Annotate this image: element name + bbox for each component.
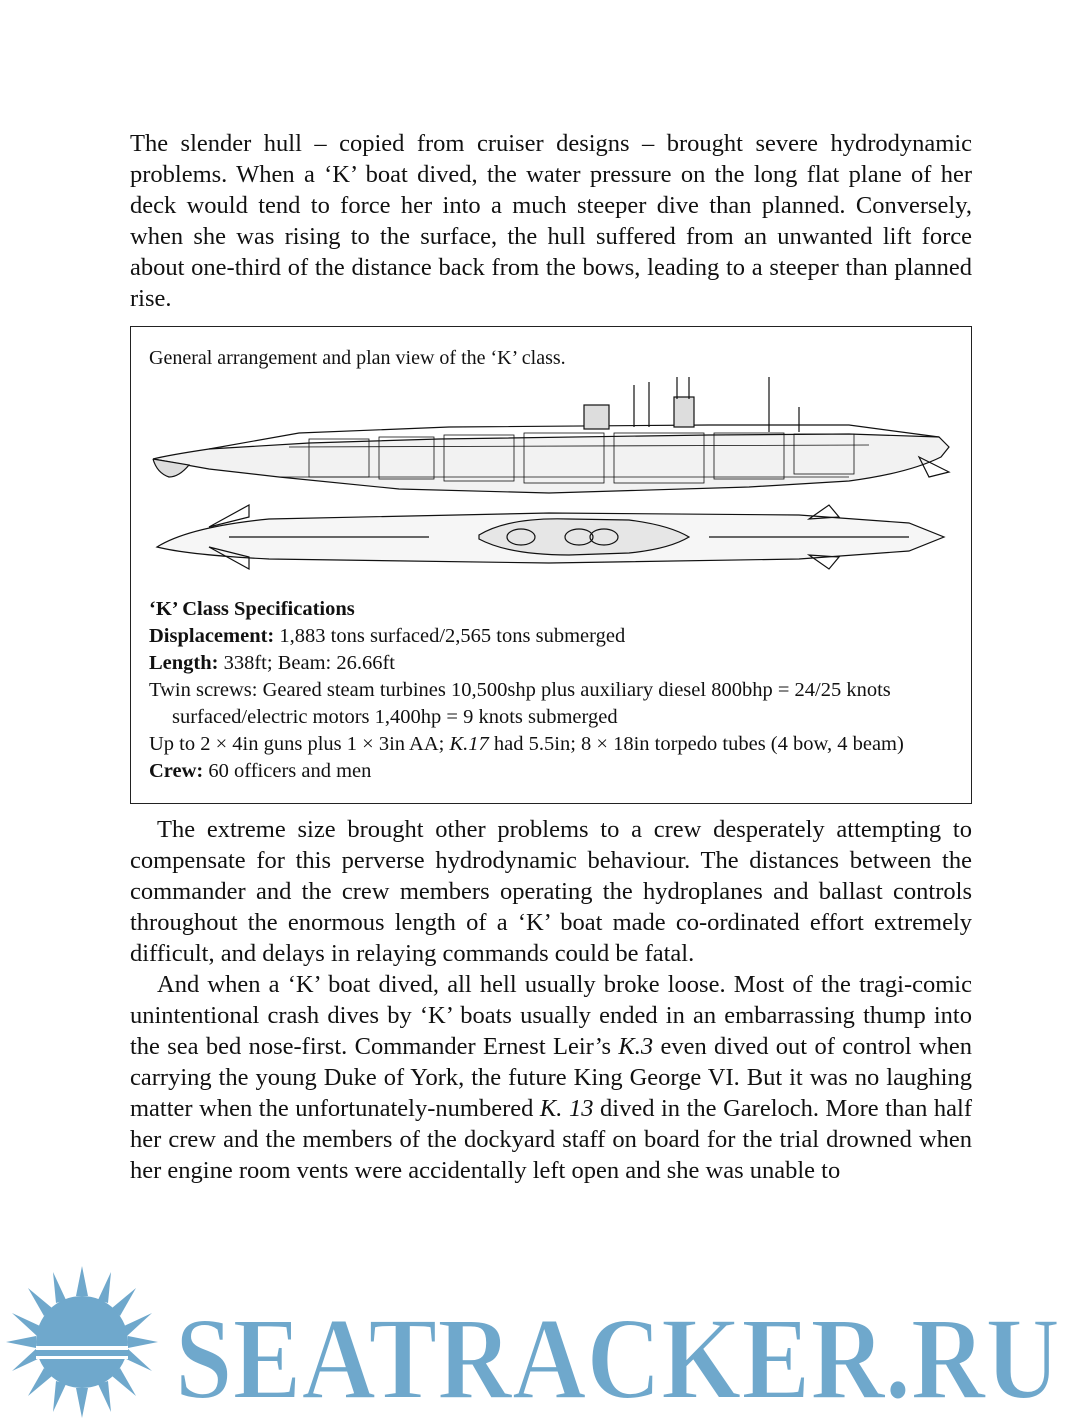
paragraph-hull: The slender hull – copied from cruiser designs – brought severe hydrodynamic problems. When a ‘K’ boat dived, the water pressure on the long flat plane of her deck would tend to force her into a much steeper dive than planned. Conversely, when she was rising to the surface, the hull suffered from an unwanted lift force about one-third of the distance back from the bows, leading to a steeper than planned rise. xyxy=(130,130,972,312)
watermark-text: SEATRACKER.RU xyxy=(175,1293,1060,1422)
page-content xyxy=(130,128,972,1186)
paragraph-dives: And when a ‘K’ boat dived, all hell usually broke loose. Most of the tragi-comic unintentional crash dives by ‘K’ boats usually ended in an embarrassing thump into the sea bed nose-first. Commander Ernest Leir’s K.3 even dived out of control when carrying the young Duke of York, the future King George VI. But it was no laughing matter when the unfortunately-numbered K. 13 dived in the Gareloch. More than half her crew and the members of the dockyard staff on board for the trial drowned when her engine room vents were accidentally left open and she was unable to xyxy=(130,971,973,1184)
plan-view xyxy=(157,505,944,569)
figure-caption: General arrangement and plan view of the ‘K’ class. xyxy=(149,347,566,369)
spec-length: Length: 338ft; Beam: 26.66ft xyxy=(149,652,395,674)
spec-propulsion: Twin screws: Geared steam turbines 10,500shp plus auxiliary diesel 800bhp = 24/25 knots surfaced/electric motors 1,400hp = 9 knots submerged xyxy=(149,679,891,728)
profile-view xyxy=(153,377,949,493)
paragraph-size: The extreme size brought other problems to a crew desperately attempting to compensate for this perverse hydrodynamic behaviour. The distances between the commander and the crew members operating the hydroplanes and ballast controls throughout the enormous length of a ‘K’ boat made co-ordinated effort extremely difficult, and delays in relaying commands could be fatal. xyxy=(130,816,972,967)
spec-crew: Crew: 60 officers and men xyxy=(149,760,372,782)
specs-title: ‘K’ Class Specifications xyxy=(149,598,355,620)
spec-displacement: Displacement: 1,883 tons surfaced/2,565 tons submerged xyxy=(149,625,626,647)
figure-box xyxy=(130,326,972,804)
k-class-drawing xyxy=(149,377,953,582)
spec-armament: Up to 2 × 4in guns plus 1 × 3in AA; K.17 had 5.5in; 8 × 18in torpedo tubes (4 bow, 4 beam) xyxy=(149,733,904,755)
seatracker-watermark xyxy=(0,1262,1080,1422)
sun-logo-icon xyxy=(6,1266,158,1418)
